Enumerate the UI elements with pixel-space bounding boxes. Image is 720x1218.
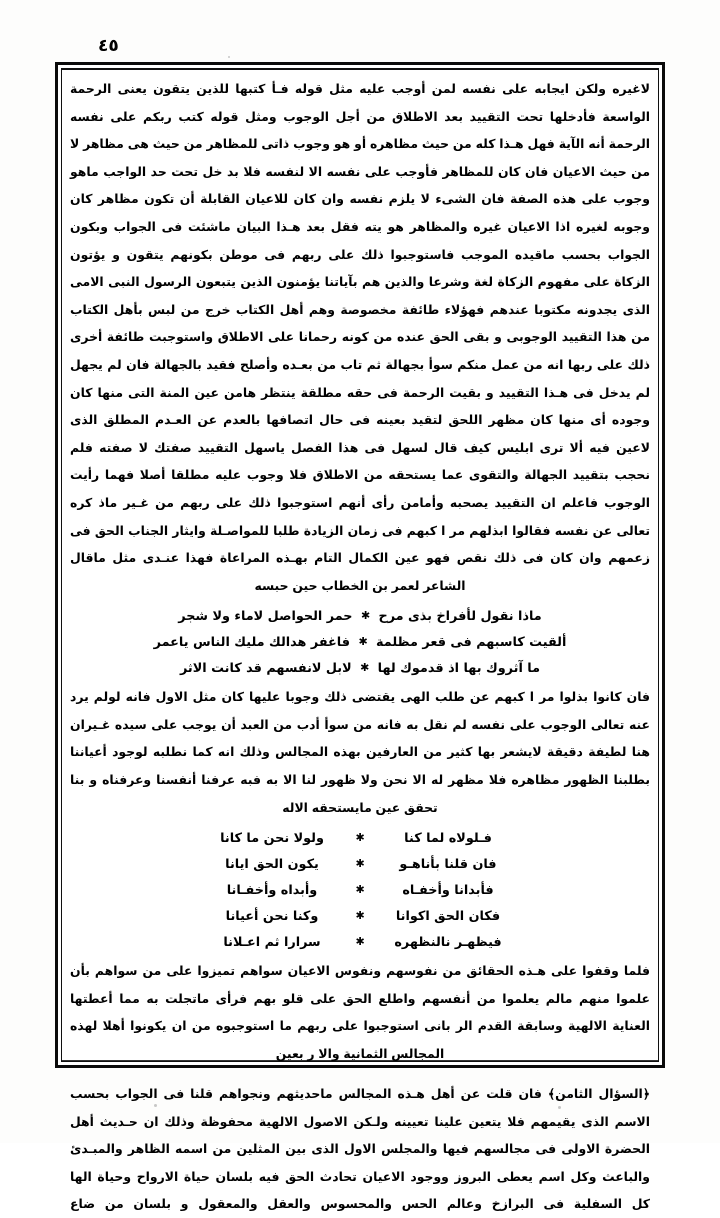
hemistich-b: وكنا نحن أعيانا (225, 909, 319, 925)
verse-line (70, 877, 650, 903)
verse-line (70, 629, 650, 655)
hemistich-b: ولولا نحن ما كانا (220, 831, 324, 847)
folio-row (0, 38, 720, 62)
paragraph-block-4: فان قلت عن أهل هـذه المجالس ماحديثهم ونجواهم قلنا فى الجواب بحسب الاسم الذى يقيمهم فلا يتعين علينا تعيينه ولـكن الاصول الالهية محفوظة وذلك ان حـديث أهل الحضرة الاولى فى مجالسهم فيها والمجلس الاول الذى بين المثلين من اسمه الظاهر والمبـدئ والباعث وكل اسم يعطى البروز ووجود الاعيان تحادث الحق فيه بلسان حياة الارواح وحياة الها كل السفلية فى البرازخ وعالم الحس والمحسوس والعقل والمعقول و بلسان من ضاع (70, 1086, 650, 1212)
verse-line (70, 603, 650, 629)
paragraph-block-1: لاغيره ولكن ايجابه على نفسه لمن أوجب عليه مثل قوله فـأ كتبها للذين يتقون يعنى الرحمة الواسعة فأدخلها تحت التقييد بعد الاطلاق من أجل الوجوب ومثل قوله كتب ربكم على نفسه الرحمة أنه الآية فهل هـذا كله من حيث مظاهره أو هو وجوب ذاتى للمظاهر من حيث هى مظاهر لا من حيث الاعيان فان كان للمظاهر فأوجب على نفسه الا لنفسه فلا بد خل تحت حد الواجب ماهو وجوب على هذه الصفة فان الشىء لا يلزم نفسه وان كان للاعيان القابلة أن تكون مظاهر كان وجوبه لغيره اذا الاعيان غيره والمظاهر هو يته فقل بعد هـذا البيان ماشئت فى الجواب وبكون الجواب بحسب ماقيده الموجب فاستوجبوا ذلك على ربهم فى موطن بكونهم يتقون و يؤتون الزكاة على مفهوم الزكاة لغة وشرعا والذين هم بآياتنا يؤمنون الذين يتبعون الرسول النبى الامى الذى يجدونه مكتوبا عندهم فهؤلاء طائفة مخصوصة وهم أهل الكتاب خرج من لبس بأهل الكتاب من هذا التقييد الوجوبى و بقى الحق عنده من كونه رحمانا على الاطلاق واستوجبت طائفة أخرى ذلك على ربها انه من عمل منكم سوأ بجهالة ثم تاب من بعـده وأصلح فقيد بالجهالة فان لم يجهل لم يدخل فى هـذا التقييد و بقيت الرحمة فى حقه مطلقة ينتظر هامن عين المنة التى منها كان وجوده أى منها كان مظهر اللحق لتقيد بعينه فى حال اتصافها بالعدم عن العـدم المطلق الذى لاعين فيه ألا ترى ابليس كيف قال لسهل فى هذا الفصل ياسهل التقييد صفتك لا صفته فلم نحجب بتقييد الجهالة والتقوى عما يستحقه من الاطلاق فلا وجوب عليه مطلقا أصلا فهما رأيت الوجوب فاعلم ان التقييد يصحبه وأمامن رأى أنهم استوجبوا ذلك على ربهم من غـير ماذ كره تعالى عن نفسه فقالوا ابذلهم مر ا كبهم فى زمان الزيادة طلبا للمواصـلة وايثار الجناب الحق فى زعمهم وان كان فى ذلك نقص فهو عين الكمال التام بهـذه المراعاة فهذا عنـدى مثل ماقال الشاعر لعمر بن الخطاب حين حبسه (70, 81, 650, 593)
verse-separator-icon: ✱ (360, 609, 371, 623)
verse-line (70, 929, 650, 955)
hemistich-b: لابل لانفسهم قد كانت الاثر (179, 661, 352, 677)
text-column (70, 75, 651, 1212)
hemistich-a: فـلولاه لما كنا (404, 831, 492, 847)
page-number: ٤٥ (98, 36, 119, 56)
hemistich-b: يكون الحق ايانا (225, 857, 319, 873)
section-heading-marker: ﴿السؤال الثامن﴾ (547, 1086, 651, 1102)
poem-block-1 (70, 603, 650, 681)
hemistich-b: فاغفر هدالك مليك الناس ياعمر (153, 635, 350, 651)
hemistich-b: سرارا ثم اعـلانا (223, 935, 321, 951)
scan-speckle (228, 56, 230, 58)
hemistich-a: فان قلنا بأناهـو (399, 857, 497, 873)
hemistich-a: ماذا نقول لأفراخ بذى مرح (378, 609, 542, 625)
verse-separator-icon: ✱ (355, 935, 365, 949)
section-heading-paragraph (70, 1080, 650, 1218)
verse-separator-icon: ✱ (360, 661, 370, 675)
verse-separator-icon: ✱ (355, 883, 365, 897)
hemistich-a: ما آثروك بها اذ قدموك لها (377, 661, 541, 677)
poem-block-2 (70, 825, 650, 955)
hemistich-a: فأبدانا وأخفـاه (402, 883, 494, 899)
verse-line (70, 903, 650, 929)
scan-speckle (558, 1106, 561, 1109)
hemistich-a: ألقيت كاسبهم فى قعر مظلمة (375, 635, 567, 651)
verse-line (70, 851, 650, 877)
verse-separator-icon: ✱ (355, 831, 365, 845)
verse-separator-icon: ✱ (358, 635, 368, 649)
paragraph-block-2: فان كانوا بذلوا مر ا كبهم عن طلب الهى يقتضى ذلك وجوبا عليها كان مثل الاول فانه لولم يرد عنه تعالى الوجوب على نفسه لم نقل به فانه من سوأ أدب من العبد أن يوجب على سيده غـيران هنا لطيفة دقيقة لايشعر بها كثير من العارفين بهذه المجالس وذلك انه كما نطلبه لوجود أعياننا بطلبنا الظهور مظاهره فلا مظهر له الا نحن ولا ظهور لنا الا به فبه عرفنا أنفسنا وعرفناه و بنا تحقق عين مايستحقه الاله (70, 689, 650, 815)
verse-separator-icon: ✱ (355, 857, 365, 871)
verse-line (70, 825, 650, 851)
verse-line (70, 655, 650, 681)
hemistich-a: فكان الحق اكوانا (395, 909, 501, 925)
hemistich-b: وأبداه وأخفـانا (226, 883, 318, 899)
verse-separator-icon: ✱ (355, 909, 365, 923)
hemistich-b: حمر الحواصل لاماء ولا شجر (178, 609, 353, 625)
paragraph-block-3: فلما وقفوا على هـذه الحقائق من نفوسهم ونفوس الاعيان سواهم تميزوا على من سواهم بأن علموا منهم مالم يعلموا من أنفسهم واطلع الحق على قلو بهم فرأى ماتجلت به مما أعطتها العناية الالهية وسابقة القدم الر بانى استوجبوا على ربهم ما استوجبوه من ان يكونوا أهلا لهذه المجالس الثمانية والا ر بعين (70, 963, 650, 1062)
scan-speckle (154, 1104, 157, 1107)
hemistich-a: فيظهـر نالنظهره (394, 935, 502, 951)
page-frame (55, 62, 665, 1212)
